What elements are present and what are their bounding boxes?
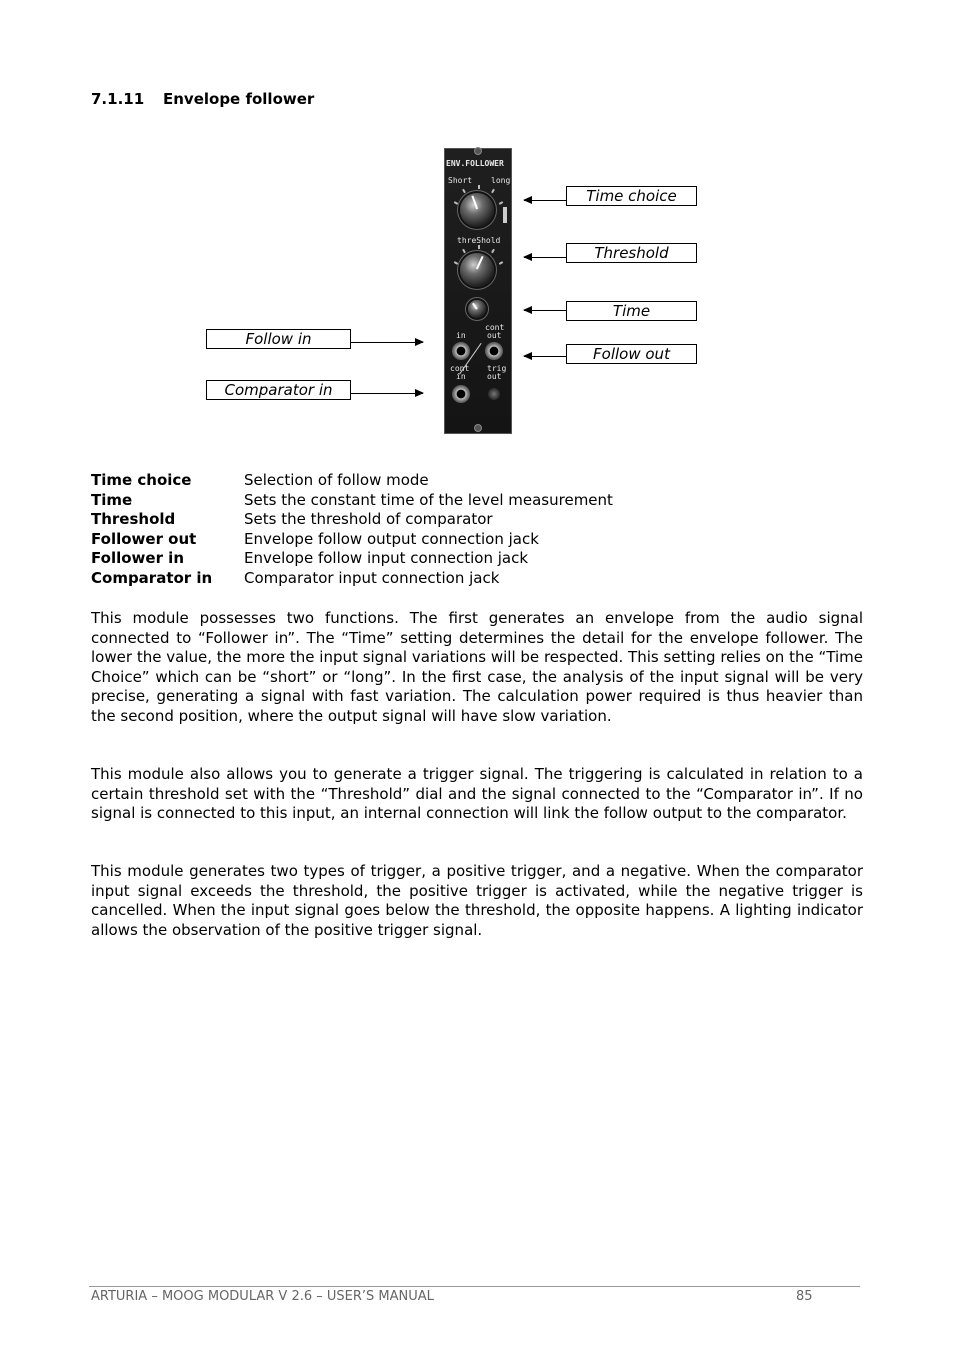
time-knob[interactable]: [468, 300, 486, 318]
callout-comparator-in: Comparator in: [206, 380, 351, 400]
screw-icon: [474, 424, 482, 432]
footer-text: ARTURIA – MOOG MODULAR V 2.6 – USER’S MANUAL: [91, 1289, 434, 1304]
scale-tick: [462, 189, 466, 193]
section-title: Envelope follower: [163, 90, 315, 108]
cont-in-label-2: in: [456, 372, 466, 381]
cont-out-label-2: out: [487, 331, 502, 340]
definition-desc: Selection of follow mode: [244, 471, 429, 489]
scale-tick: [454, 201, 458, 205]
definition-row: [91, 569, 613, 589]
knob-long-label: long: [491, 176, 511, 185]
follow-in-jack[interactable]: [452, 342, 470, 360]
definition-desc: Sets the constant time of the level measurement: [244, 490, 613, 509]
time-choice-knob[interactable]: [460, 193, 494, 227]
definition-desc: Sets the threshold of comparator: [244, 510, 493, 529]
comparator-in-jack[interactable]: [452, 385, 470, 403]
definition-desc: Comparator input connection jack: [244, 568, 500, 587]
definition-term: Follower out: [91, 529, 197, 548]
trig-out-label-1: trig: [487, 364, 507, 373]
callout-time-choice: Time choice: [566, 186, 697, 206]
arrow-time: [524, 310, 566, 311]
definition-desc: Envelope follow input connection jack: [244, 549, 529, 568]
definition-term: Time: [91, 490, 133, 509]
cont-in-label-1: cont: [450, 364, 470, 373]
scale-tick: [499, 201, 503, 205]
definition-row: [91, 491, 613, 511]
cont-out-label-1: cont: [485, 323, 505, 332]
definition-row: [91, 530, 613, 550]
definition-row: [91, 471, 613, 491]
callout-time: Time: [566, 301, 697, 321]
scale-tick: [462, 249, 466, 253]
arrow-follow-in: [351, 342, 423, 343]
in-label: in: [456, 331, 466, 340]
page-number: 85: [796, 1289, 813, 1304]
trigger-led-icon: [488, 388, 500, 400]
arrow-time-choice: [524, 200, 566, 201]
env-follower-module-panel: [444, 148, 512, 434]
definition-term: Follower in: [91, 549, 185, 568]
scale-tick: [499, 261, 503, 265]
threshold-label: threShold: [457, 236, 501, 245]
definition-row: [91, 510, 613, 530]
arrow-comparator-in: [351, 393, 423, 394]
definition-row: [91, 549, 613, 569]
scale-tick: [478, 185, 480, 189]
knob-short-label: Short: [448, 176, 473, 185]
callout-follow-in: Follow in: [206, 329, 351, 349]
definition-term: Time choice: [91, 471, 192, 489]
switch-icon: [503, 207, 507, 223]
body-paragraph-3: This module generates two types of trigger, a positive trigger, and a negative. When the comparator input signal exceeds the threshold, the positive trigger is activated, while the negative trigger is cancelled. When the input signal goes below the threshold, the opposite happens. A lighting indicator allows the observation of the positive trigger signal.: [91, 862, 863, 939]
screw-icon: [474, 147, 482, 155]
body-paragraph-1: This module possesses two functions. The first generates an envelope from the audio signal connected to “Follower in”. The “Time” setting determines the detail for the envelope follower. The lower the value, the more the input signal variations will be respected. This setting relies on the “Time Choice” which can be “short” or “long”. In the first case, the analysis of the input signal will be very precise, generating a signal with fast variation. The calculation power required is thus heavier than the second position, where the output signal will have slow variation.: [91, 609, 863, 725]
section-heading: [91, 90, 314, 108]
arrow-threshold: [524, 257, 566, 258]
follow-out-jack[interactable]: [485, 342, 503, 360]
trig-out-label-2: out: [487, 372, 502, 381]
scale-tick: [454, 261, 458, 265]
scale-tick: [491, 249, 495, 253]
callout-follow-out: Follow out: [566, 344, 697, 364]
definition-term: Threshold: [91, 510, 176, 529]
module-title: ENV.FOLLOWER: [446, 159, 504, 168]
definition-desc: Envelope follow output connection jack: [244, 529, 539, 548]
scale-tick: [478, 245, 480, 249]
definition-term: Comparator in: [91, 568, 213, 587]
scale-tick: [491, 189, 495, 193]
definition-list: [91, 471, 613, 589]
section-number: 7.1.11: [91, 90, 145, 108]
arrow-follow-out: [524, 356, 566, 357]
footer-divider: [89, 1286, 860, 1287]
threshold-knob[interactable]: [460, 253, 494, 287]
body-paragraph-2: This module also allows you to generate a trigger signal. The triggering is calculated in relation to a certain threshold set with the “Threshold” dial and the signal connected to the “Comparator in”. If no signal is connected to this input, an internal connection will link the follow output to the comparator.: [91, 765, 863, 822]
callout-threshold: Threshold: [566, 243, 697, 263]
